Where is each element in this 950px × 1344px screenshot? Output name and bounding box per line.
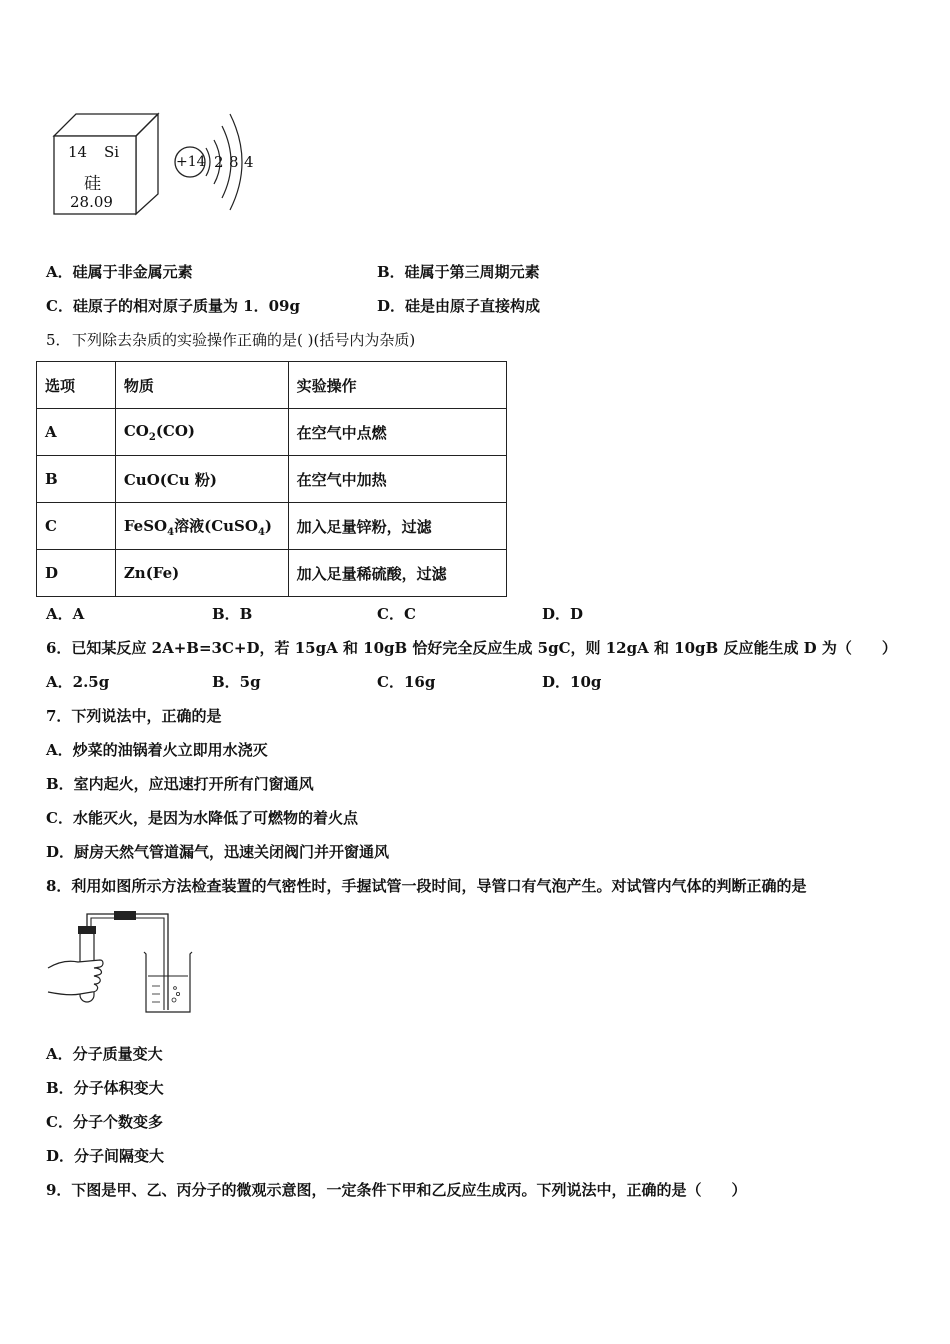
table-row [37, 550, 507, 597]
q5-option-c: C．C [377, 605, 416, 623]
atom-shell-1: 2 [214, 153, 224, 171]
q7-option-c: C．水能灭火，是因为水降低了可燃物的着火点 [46, 809, 358, 827]
table-cell-operation: 加入足量稀硫酸，过滤 [288, 550, 506, 597]
table-row [37, 503, 507, 550]
formula-part: ) [264, 516, 273, 535]
airtightness-apparatus-diagram [44, 906, 196, 1018]
q7-option-b: B．室内起火，应迅速打开所有门窗通风 [46, 775, 314, 793]
table-row [37, 409, 507, 456]
element-name: 硅 [84, 174, 101, 194]
q5-number: 5． [46, 331, 71, 349]
element-symbol: Si [104, 143, 120, 161]
formula-subscript: 2 [148, 431, 156, 443]
q8-option-c: C．分子个数变多 [46, 1113, 163, 1131]
q6-option-d: D．10g [542, 673, 602, 691]
q4-option-a: A．硅属于非金属元素 [46, 263, 193, 281]
table-cell-option: B [37, 456, 116, 503]
q5-option-a: A．A [46, 605, 85, 623]
atom-nucleus-charge: +14 [176, 154, 206, 170]
formula-subscript: 4 [257, 526, 265, 538]
element-atomic-number: 14 [68, 143, 88, 161]
table-cell-operation: 加入足量锌粉，过滤 [288, 503, 506, 550]
table-cell-operation: 在空气中加热 [288, 456, 506, 503]
q7-option-a: A．炒菜的油锅着火立即用水浇灭 [46, 741, 268, 759]
q4-option-b: B．硅属于第三周期元素 [377, 263, 540, 281]
q7-option-d: D．厨房天然气管道漏气，迅速关闭阀门并开窗通风 [46, 843, 390, 861]
table-cell-substance [115, 409, 288, 456]
q9-stem: 9．下图是甲、乙、丙分子的微观示意图，一定条件下甲和乙反应生成丙。下列说法中，正确的是（ ） [46, 1181, 747, 1199]
table-header-cell: 选项 [37, 362, 116, 409]
table-row [37, 456, 507, 503]
q5-table [36, 361, 507, 597]
element-mass: 28.09 [70, 193, 113, 211]
atom-shell-2: 8 [229, 153, 239, 171]
formula-part: 溶液(CuSO [174, 516, 258, 535]
formula-part: FeSO [123, 516, 168, 535]
table-header-cell: 实验操作 [288, 362, 506, 409]
q5-option-b: B．B [212, 605, 253, 623]
q6-option-a: A．2.5g [46, 673, 110, 691]
formula-part: (CO) [155, 421, 196, 440]
table-cell-substance: CuO(Cu 粉) [115, 456, 288, 503]
q6-stem: 6．已知某反应 2A+B=3C+D，若 15gA 和 10gB 恰好完全反应生成 5gC，则 12gA 和 10gB 反应能生成 D 为（ ） [46, 639, 897, 657]
q5-option-d: D．D [542, 605, 584, 623]
table-cell-option: D [37, 550, 116, 597]
table-cell-option: A [37, 409, 116, 456]
q6-option-b: B．5g [212, 673, 261, 691]
q4-option-c: C．硅原子的相对原子质量为 1．09g [46, 297, 300, 315]
formula-part: CO [123, 421, 149, 440]
formula-subscript: 4 [167, 526, 175, 538]
table-cell-option: C [37, 503, 116, 550]
table-cell-substance: Zn(Fe) [115, 550, 288, 597]
q6-option-c: C．16g [377, 673, 436, 691]
q8-option-a: A．分子质量变大 [46, 1045, 163, 1063]
q4-option-d: D．硅是由原子直接构成 [377, 297, 541, 315]
table-header-row [37, 362, 507, 409]
q8-stem: 8．利用如图所示方法检查装置的气密性时，手握试管一段时间，导管口有气泡产生。对试管内气体的判断正确的是 [46, 877, 807, 895]
q8-option-d: D．分子间隔变大 [46, 1147, 165, 1165]
table-cell-substance [115, 503, 288, 550]
atom-shell-3: 4 [244, 153, 254, 171]
q7-stem: 7．下列说法中，正确的是 [46, 707, 222, 725]
q8-option-b: B．分子体积变大 [46, 1079, 164, 1097]
table-header-cell: 物质 [115, 362, 288, 409]
table-cell-operation: 在空气中点燃 [288, 409, 506, 456]
q5-stem: 下列除去杂质的实验操作正确的是( )(括号内为杂质) [72, 331, 416, 349]
